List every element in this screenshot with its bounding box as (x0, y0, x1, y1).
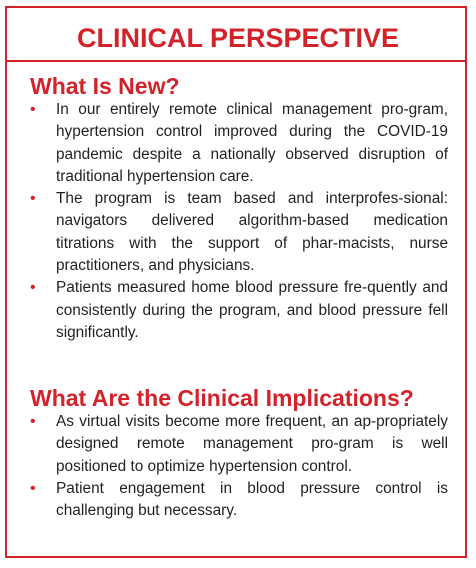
section-heading-clinical-implications: What Are the Clinical Implications? (30, 385, 414, 411)
section-heading-what-is-new: What Is New? (30, 73, 180, 99)
bullet-icon: • (30, 479, 36, 497)
list-item-text: The program is team based and interprofes-sional: navigators delivered algorithm-based medication titrations with the support of phar-macists, nurse practitioners, and physicians. (56, 190, 448, 275)
title-divider (6, 60, 466, 62)
list-item (30, 478, 448, 523)
bullet-icon: • (30, 190, 36, 208)
clinical-implications-list (30, 411, 448, 522)
list-item (30, 411, 448, 478)
what-is-new-list (30, 99, 448, 344)
bullet-icon: • (30, 279, 36, 297)
list-item (30, 188, 448, 277)
list-item-text: As virtual visits become more frequent, an ap-propriately designed remote management pro-gram is well positioned to optimize hypertension control. (56, 413, 448, 475)
box-title: CLINICAL PERSPECTIVE (76, 23, 400, 53)
bullet-icon: • (30, 413, 36, 430)
list-item-text: Patient engagement in blood pressure control is challenging but necessary. (56, 479, 448, 520)
list-item-text: Patients measured home blood pressure fre-quently and consistently during the program, and blood pressure fell significantly. (56, 279, 448, 341)
bullet-icon: • (30, 101, 36, 118)
list-item (30, 277, 448, 344)
list-item (30, 99, 448, 188)
list-item-text: In our entirely remote clinical management pro-gram, hypertension control improved during the COVID-19 pandemic despite a nationally observed disruption of traditional hypertension care. (56, 101, 448, 185)
